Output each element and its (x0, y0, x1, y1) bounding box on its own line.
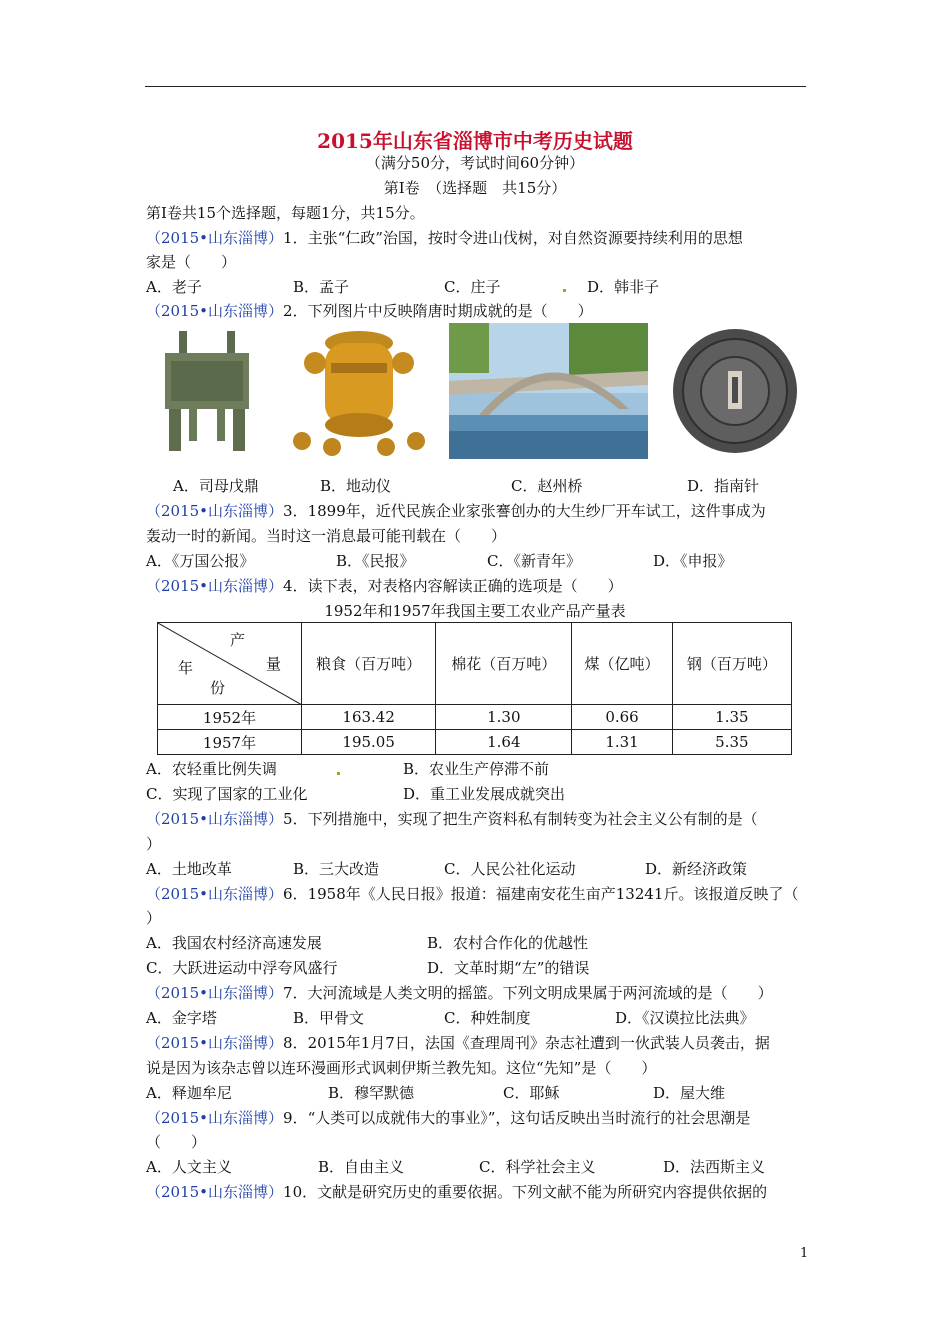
q3-option-a: A．《万国公报》 (146, 552, 255, 570)
question-5-stem: （2015•山东淄博）5．下列措施中，实现了把生产资料私有制转变为社会主义公有制的是（ (146, 810, 758, 828)
q8-option-a: A．释迦牟尼 (146, 1084, 232, 1102)
speck (563, 289, 566, 292)
corner-bottom-label: 份 (210, 679, 226, 697)
question-7-stem: （2015•山东淄博）7．大河流域是人类文明的摇篮。下列文明成果属于两河流域的是（ ） (146, 984, 773, 1002)
header-rule (145, 86, 806, 87)
question-1-stem: （2015•山东淄博）1．主张“仁政”治国，按时令进山伐树，对自然资源要持续利用的思想 (146, 229, 743, 247)
table-cell: 1.35 (672, 705, 791, 730)
q5-option-d: D．新经济政策 (645, 860, 748, 878)
q1-option-d: D．韩非子 (587, 278, 660, 296)
q6-option-b: B．农村合作化的优越性 (427, 934, 589, 952)
corner-left-label: 年 (178, 659, 194, 677)
corner-right-label: 量 (266, 655, 282, 673)
q3-option-c: C．《新青年》 (487, 552, 581, 570)
q8-option-d: D．屋大维 (653, 1084, 726, 1102)
q5-option-a: A．土地改革 (146, 860, 232, 878)
question-3-stem: （2015•山东淄博）3．1899年，近代民族企业家张謇创办的大生纱厂开车试工，这件事成为 (146, 502, 766, 520)
question-4-stem: （2015•山东淄博）4．读下表，对表格内容解读正确的选项是（ ） (146, 577, 623, 595)
q9-option-d: D．法西斯主义 (663, 1158, 766, 1176)
table-cell: 0.66 (572, 705, 672, 730)
q5-option-c: C．人民公社化运动 (444, 860, 576, 878)
question-6-stem-cont: ） (146, 909, 162, 927)
page-number: 1 (800, 1246, 809, 1261)
q4-option-a: A．农轻重比例失调 (146, 760, 277, 778)
section-intro: 第Ⅰ卷共15个选择题，每题1分，共15分。 (146, 204, 425, 222)
ding-vessel-image (157, 323, 257, 459)
q7-option-b: B．甲骨文 (293, 1009, 365, 1027)
compass-disc-image (670, 323, 800, 459)
q4-option-b: B．农业生产停滞不前 (403, 760, 550, 778)
subtitle: （满分50分，考试时间60分钟） (365, 154, 585, 172)
q2-option-c: C．赵州桥 (511, 477, 583, 495)
question-source: （2015•山东淄博） (146, 229, 284, 247)
q1-option-a: A．老子 (146, 278, 202, 296)
table-year-cell: 1952年 (158, 705, 302, 730)
question-5-stem-cont: ） (146, 835, 162, 853)
question-2-stem: （2015•山东淄博）2．下列图片中反映隋唐时期成就的是（ ） (146, 302, 593, 320)
table-row (158, 705, 792, 730)
page-title: 2015年山东省淄博市中考历史试题 (317, 129, 633, 153)
table-corner-cell (158, 623, 302, 705)
table-header: 粮食（百万吨） (302, 623, 436, 705)
question-1-stem-cont: 家是（ ） (146, 253, 237, 271)
q9-option-b: B．自由主义 (318, 1158, 405, 1176)
q4-option-d: D．重工业发展成就突出 (403, 785, 566, 803)
stone-arch-bridge-image (449, 323, 648, 459)
speck (337, 772, 340, 775)
table-year-cell: 1957年 (158, 730, 302, 755)
q9-option-a: A．人文主义 (146, 1158, 232, 1176)
q3-option-b: B．《民报》 (336, 552, 415, 570)
section-heading: 第Ⅰ卷 （选择题 共15分） (383, 179, 567, 197)
q8-option-b: B．穆罕默德 (328, 1084, 415, 1102)
q6-option-d: D．文革时期“左”的错误 (427, 959, 590, 977)
q7-option-d: D．《汉谟拉比法典》 (615, 1009, 755, 1027)
question-8-stem-cont: 说是因为该杂志曾以连环漫画形式讽刺伊斯兰教先知。这位“先知”是（ ） (146, 1059, 657, 1077)
question-3-stem-cont: 轰动一时的新闻。当时这一消息最可能刊载在（ ） (146, 527, 507, 545)
question-10-stem: （2015•山东淄博）10．文献是研究历史的重要依据。下列文献不能为所研究内容提供依据的 (146, 1183, 768, 1201)
q4-option-c: C．实现了国家的工业化 (146, 785, 308, 803)
table-cell: 195.05 (302, 730, 436, 755)
table-header: 煤（亿吨） (572, 623, 672, 705)
q2-option-b: B．地动仪 (320, 477, 392, 495)
table-cell: 163.42 (302, 705, 436, 730)
table-cell: 5.35 (672, 730, 791, 755)
q5-option-b: B．三大改造 (293, 860, 380, 878)
q6-option-a: A．我国农村经济高速发展 (146, 934, 322, 952)
table-cell: 1.64 (436, 730, 572, 755)
production-table (157, 622, 792, 755)
q8-option-c: C．耶稣 (503, 1084, 560, 1102)
question-9-stem: （2015•山东淄博）9．“人类可以成就伟大的事业》”，这句话反映出当时流行的社会思潮是 (146, 1109, 751, 1127)
question-8-stem: （2015•山东淄博）8．2015年1月7日，法国《查理周刊》杂志社遭到一伙武装人员袭击，据 (146, 1034, 770, 1052)
table-cell: 1.30 (436, 705, 572, 730)
question-9-stem-cont: （ ） (146, 1133, 207, 1151)
table-title: 1952年和1957年我国主要工农业产品产量表 (324, 602, 626, 620)
corner-top-label: 产 (230, 631, 246, 649)
q7-option-c: C．种姓制度 (444, 1009, 531, 1027)
table-header: 棉花（百万吨） (436, 623, 572, 705)
q3-option-d: D．《申报》 (653, 552, 733, 570)
q6-option-c: C．大跃进运动中浮夸风盛行 (146, 959, 338, 977)
table-cell: 1.31 (572, 730, 672, 755)
q2-option-d: D．指南针 (687, 477, 760, 495)
q7-option-a: A．金字塔 (146, 1009, 217, 1027)
seismograph-image (290, 323, 428, 459)
table-header: 钢（百万吨） (672, 623, 791, 705)
table-row (158, 730, 792, 755)
q9-option-c: C．科学社会主义 (479, 1158, 596, 1176)
q1-option-c: C．庄子 (444, 278, 501, 296)
q1-option-b: B．孟子 (293, 278, 350, 296)
question-6-stem: （2015•山东淄博）6．1958年《人民日报》报道：福建南安花生亩产13241斤。该报道反映了（ (146, 885, 799, 903)
q2-option-a: A．司母戊鼎 (173, 477, 259, 495)
